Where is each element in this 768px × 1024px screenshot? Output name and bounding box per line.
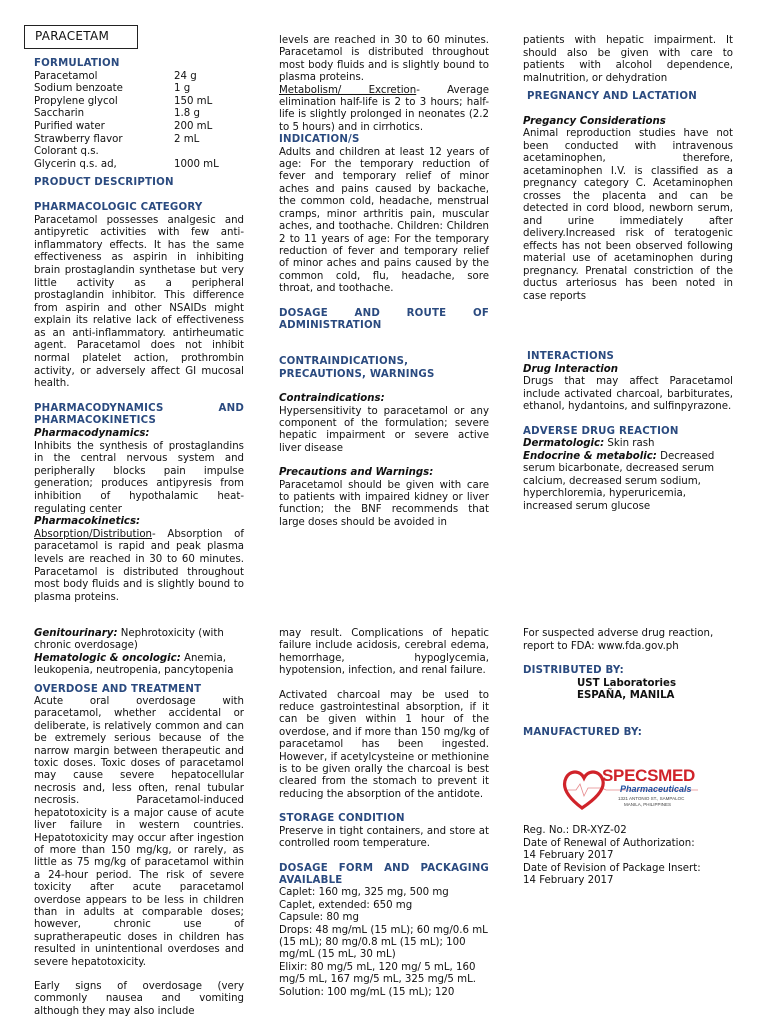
ingredient-name: Propylene glycol — [34, 95, 118, 107]
logo-address-1: 1321 ANTONIO ST., SAMPALOC — [618, 796, 685, 801]
precautions-label: Precautions and Warnings: — [279, 467, 434, 479]
formulation-row — [34, 71, 219, 84]
pregnancy-label: Pregancy Considerations — [523, 115, 666, 127]
hematologic-label: Hematologic & oncologic: — [34, 652, 181, 664]
endocrine-text: Decreased serum bicarbonate, decreased serum calcium, decreased serum sodium, hyperchloremia, hyperuricemia, increased serum glucose — [523, 450, 715, 512]
adverse-heading: ADVERSE DRUG REACTION — [523, 425, 679, 437]
ingredient-name: Sodium benzoate — [34, 83, 123, 95]
metabolism-label: Metabolism/ Excretion — [279, 84, 417, 96]
column-1-bottom — [34, 628, 244, 1018]
pharmacodynamics-label: Pharmacodynamics: — [34, 428, 150, 440]
interactions-heading: INTERACTIONS — [527, 351, 615, 362]
renewal-label: Date of Renewal of Authorization: — [523, 837, 695, 849]
dosage-heading: DOSAGE AND ROUTE OF ADMINISTRATION — [279, 307, 489, 331]
column-2-top — [279, 35, 489, 529]
absorption-continued: levels are reached in 30 to 60 minutes. Paracetamol is distributed throughout most body fluids and is slightly bound to plasma proteins. — [279, 35, 489, 84]
revision-label: Date of Revision of Package Insert: — [523, 862, 701, 874]
dosage-form-item: Caplet: 160 mg, 325 mg, 500 mg — [279, 887, 449, 899]
title-box — [24, 25, 138, 49]
metabolism-text: - Average elimination half-life is 2 to 3 hours; half-life is slightly prolonged in neonates (2.2 to 5 hours) and in cirrhotics. — [279, 84, 489, 133]
endocrine-label: Endocrine & metabolic: — [523, 450, 657, 462]
pharmacologic-heading: PHARMACOLOGIC CATEGORY — [34, 201, 203, 213]
product-description-heading: PRODUCT DESCRIPTION — [34, 177, 174, 189]
ingredient-name: Glycerin q.s. ad, — [34, 158, 117, 170]
ingredient-quantity: 24 g — [174, 70, 197, 82]
dosage-form-heading: DOSAGE FORM AND PACKAGING AVAILABLE — [279, 862, 489, 886]
overdose-paragraph-1: Acute oral overdosage with paracetamol, whether accidental or deliberate, is relatively common and can be extremely serious because of the narrow margin between therapeutic and toxic doses. Toxic doses of paracetamol may cause severe hepatocellular necrosis and, less often, renal tubular necrosis. Paracetamol-induced hepatotoxicity is a major cause of acute liver failure in western countries. Hepatotoxicity may occur after ingestion of more than 150 mg/kg, or rarely, as little as 75 mg/kg of paracetamol within a 24-hour period. The risk of severe toxicity after acute paracetamol overdose appears to be less in children than in adults at comparable doses; however, chronic use of supratherapeutic doses in children has resulted in unintentional overdoses and severe hepatotoxicity. — [34, 696, 244, 968]
dosage-form-item: Drops: 48 mg/mL (15 mL); 60 mg/0.6 mL (15 mL); 80 mg/0.8 mL (15 mL); 100 mg/mL (15 mL, 30 mL) — [279, 924, 488, 961]
storage-text: Preserve in tight containers, and store at controlled room temperature. — [279, 825, 489, 850]
ingredient-name: Strawberry flavor — [34, 133, 123, 145]
precautions-continued: patients with hepatic impairment. It should also be given with care to patients with alcohol dependence, malnutrition, or dehydration — [523, 35, 733, 84]
column-1-top — [34, 58, 244, 604]
dosage-form-item: Elixir: 80 mg/5 mL, 120 mg/ 5 mL, 160 mg/5 mL, 167 mg/5 mL, 325 mg/5 mL. — [279, 961, 476, 986]
fda-note: For suspected adverse drug reaction, report to FDA: www.fda.gov.ph — [523, 628, 714, 652]
drug-interaction-label: Drug Interaction — [523, 363, 618, 375]
pharmacologic-text: Paracetamol possesses analgesic and antipyretic activities with few anti-inflammatory effects. It has the same effectiveness as aspirin in inhibiting brain prostaglandin synthetase but very little activity as a peripheral prostaglandin inhibitor. This difference from aspirin and other NSAIDs might explain its relative lack of effectiveness as an anti-inflammatory. antirheumatic agent. Paracetamol does not inhibit normal platelet action, prothrombin activity, or adversely affect GI mucosal health. — [34, 214, 244, 390]
pregnancy-heading: PREGNANCY AND LACTATION — [527, 91, 698, 102]
hematologic-text: Anemia, leukopenia, neutropenia, pancytopenia — [34, 652, 234, 677]
overdose-paragraph-4: Activated charcoal may be used to reduce gastrointestinal absorption, if it can be given within 1 hour of the overdose, and if more than 150 mg/kg of paracetamol has been ingested. However, if acetylcysteine or methionine is to be given orally the charcoal is best cleared from the stomach to prevent it reducing the absorption of the antidote. — [279, 689, 489, 800]
pharmacodynamics-heading: PHARMACODYNAMICS AND PHARMACOKINETICS — [34, 402, 244, 427]
document-title: PARACETAM — [35, 29, 110, 43]
manufactured-heading: MANUFACTURED BY: — [523, 726, 642, 738]
formulation-heading: FORMULATION — [34, 58, 120, 69]
precautions-text: Paracetamol should be given with care to patients with impaired kidney or liver function; the BNF recommends that large doses should be avoided in — [279, 479, 489, 528]
ingredient-quantity: 2 mL — [174, 133, 200, 145]
distributor-name: UST Laboratories — [577, 677, 677, 689]
dermatologic-label: Dermatologic: — [523, 438, 605, 449]
formulation-row — [34, 108, 219, 121]
ingredient-name: Purified water — [34, 120, 105, 132]
absorption-text: - Absorption of paracetamol is rapid and peak plasma levels are reached in 30 to 60 minutes. Paracetamol is distributed throughout most body fluids and is slightly bound to plasma proteins. — [34, 528, 244, 603]
overdose-paragraph-3: may result. Complications of hepatic failure include acidosis, cerebral edema, hemorrhage, hypoglycemia, hypotension, infection, and renal failure. — [279, 628, 489, 677]
formulation-row — [34, 121, 219, 134]
overdose-heading: OVERDOSE AND TREATMENT — [34, 683, 202, 695]
formulation-row — [34, 134, 219, 147]
ingredient-quantity: 200 mL — [174, 120, 213, 132]
absorption-label: Absorption/Distribution — [34, 528, 153, 540]
ingredient-name: Saccharin — [34, 108, 85, 120]
genitourinary-line — [34, 628, 244, 653]
distributed-heading: DISTRIBUTED BY: — [523, 665, 624, 676]
specsmed-logo — [562, 764, 702, 816]
column-3-top — [523, 35, 733, 513]
formulation-row — [34, 83, 219, 96]
ingredient-name: Paracetamol — [34, 70, 98, 82]
ingredient-quantity — [174, 146, 219, 159]
indications-heading: INDICATION/S — [279, 134, 360, 146]
genitourinary-label: Genitourinary: — [34, 628, 118, 639]
pharmacokinetics-label: Pharmacokinetics: — [34, 516, 141, 528]
ingredient-quantity: 150 mL — [174, 95, 213, 107]
contraindications-heading: CONTRAINDICATIONS, PRECAUTIONS, WARNINGS — [279, 356, 435, 380]
dosage-form-item: Capsule: 80 mg — [279, 912, 359, 924]
dermatologic-line — [523, 438, 733, 451]
ingredient-quantity: 1000 mL — [174, 158, 219, 170]
dosage-form-item: Solution: 100 mg/mL (15 mL); 120 — [279, 986, 455, 998]
renewal-date: 14 February 2017 — [523, 850, 614, 862]
contraindications-text: Hypersensitivity to paracetamol or any component of the formulation; severe hepatic impairment or severe active liver disease — [279, 405, 489, 454]
pharmacodynamics-text: Inhibits the synthesis of prostaglandins in the central nervous system and peripherally blocks pain impulse generation; produces antipyresis from inhibition of hypothalamic heat-regulating center — [34, 440, 244, 515]
dosage-form-list — [279, 887, 489, 999]
endocrine-line — [523, 451, 733, 514]
hematologic-line — [34, 653, 244, 678]
formulation-row — [34, 159, 219, 172]
column-3-bottom — [523, 628, 733, 739]
formulation-row — [34, 96, 219, 109]
pregnancy-text: Animal reproduction studies have not been conducted with intravenous acetaminophen, therefore, acetaminophen I.V. is classified as a pregnancy category C. Acetaminophen crosses the placenta and can be detected in cord blood, newborn serum, and urine immediately after delivery.Increased risk of teratogenic effects has not been observed following material use of acetaminophen during pregnancy. Prenatal constriction of the ductus arteriosus has been noted in case reports — [523, 128, 733, 302]
drug-interaction-text: Drugs that may affect Paracetamol include activated charcoal, barbiturates, ethanol, hydantoins, and sulfinpyrazone. — [523, 376, 733, 412]
logo-brand: SPECSMED — [602, 766, 696, 785]
genitourinary-text: Nephrotoxicity (with chronic overdosage) — [34, 628, 224, 652]
contraindications-label: Contraindications: — [279, 393, 385, 405]
logo-address-2: MANILA, PHILIPPINES — [624, 802, 672, 807]
absorption-paragraph — [34, 529, 244, 605]
distributor-place: ESPAÑA, MANILA — [577, 690, 675, 701]
metabolism-paragraph — [279, 85, 489, 135]
formulation-table — [34, 71, 219, 172]
ingredient-quantity: 1.8 g — [174, 108, 200, 120]
revision-date: 14 February 2017 — [523, 875, 614, 887]
storage-heading: STORAGE CONDITION — [279, 813, 405, 825]
formulation-row — [34, 146, 219, 159]
overdose-paragraph-2: Early signs of overdosage (very commonly nausea and vomiting although they may also include — [34, 980, 244, 1017]
column-2-bottom — [279, 628, 489, 999]
dermatologic-text: Skin rash — [604, 438, 655, 449]
ingredient-quantity: 1 g — [174, 83, 191, 95]
ingredient-name: Colorant q.s. — [34, 146, 99, 158]
reg-number: Reg. No.: DR-XYZ-02 — [523, 825, 627, 836]
indications-text: Adults and children at least 12 years of age: For the temporary reduction of fever and temporary relief of minor aches and pains caused by backache, the common cold, headache, menstrual cramps, minor arthritis pain, muscular aches, and toothache. Children: Children 2 to 11 years of age: For the temporary reduction of fever and temporary relief of minor aches and pains caused by the common cold, flu, headache, sore throat, and toothache. — [279, 146, 489, 295]
logo-subtitle: Pharmaceuticals — [620, 784, 692, 794]
dosage-form-item: Caplet, extended: 650 mg — [279, 899, 413, 911]
registration-block — [523, 825, 738, 888]
